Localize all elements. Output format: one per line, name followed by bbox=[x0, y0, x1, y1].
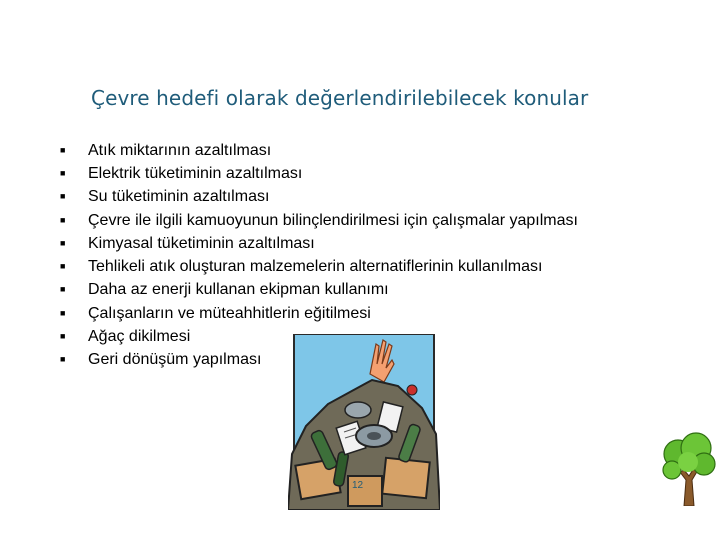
list-item bbox=[60, 302, 578, 325]
tree-illustration bbox=[660, 432, 718, 506]
square-bullet-icon: ■ bbox=[60, 284, 66, 295]
list-item-text: Ağaç dikilmesi bbox=[88, 328, 191, 346]
square-bullet-icon: ■ bbox=[60, 191, 66, 202]
list-item-text: Su tüketiminin azaltılması bbox=[88, 188, 270, 206]
list-item bbox=[60, 139, 578, 162]
list-item-text: Daha az enerji kullanan ekipman kullanımı bbox=[88, 281, 389, 299]
square-bullet-icon: ■ bbox=[60, 167, 66, 178]
square-bullet-icon: ■ bbox=[60, 354, 66, 365]
slide-title: Çevre hedefi olarak değerlendirilebilecek konular bbox=[91, 86, 589, 110]
square-bullet-icon: ■ bbox=[60, 214, 66, 225]
list-item-text: Çalışanların ve müteahhitlerin eğitilmesi bbox=[88, 304, 371, 322]
page-number: 12 bbox=[352, 480, 364, 491]
trash-pile-illustration bbox=[288, 334, 440, 510]
list-item-text: Elektrik tüketiminin azaltılması bbox=[88, 164, 303, 182]
list-item-text: Geri dönüşüm yapılması bbox=[88, 351, 262, 369]
square-bullet-icon: ■ bbox=[60, 307, 66, 318]
list-item bbox=[60, 186, 578, 209]
list-item bbox=[60, 279, 578, 302]
list-item-text: Atık miktarının azaltılması bbox=[88, 141, 272, 159]
list-item-text: Tehlikeli atık oluşturan malzemelerin alternatiflerinin kullanılması bbox=[88, 258, 543, 276]
square-bullet-icon: ■ bbox=[60, 261, 66, 272]
list-item bbox=[60, 209, 578, 232]
list-item-text: Kimyasal tüketiminin azaltılması bbox=[88, 234, 315, 252]
list-item bbox=[60, 162, 578, 185]
square-bullet-icon: ■ bbox=[60, 331, 66, 342]
list-item bbox=[60, 232, 578, 255]
list-item bbox=[60, 255, 578, 278]
square-bullet-icon: ■ bbox=[60, 144, 66, 155]
list-item-text: Çevre ile ilgili kamuoyunun bilinçlendirilmesi için çalışmalar yapılması bbox=[88, 211, 578, 229]
square-bullet-icon: ■ bbox=[60, 237, 66, 248]
